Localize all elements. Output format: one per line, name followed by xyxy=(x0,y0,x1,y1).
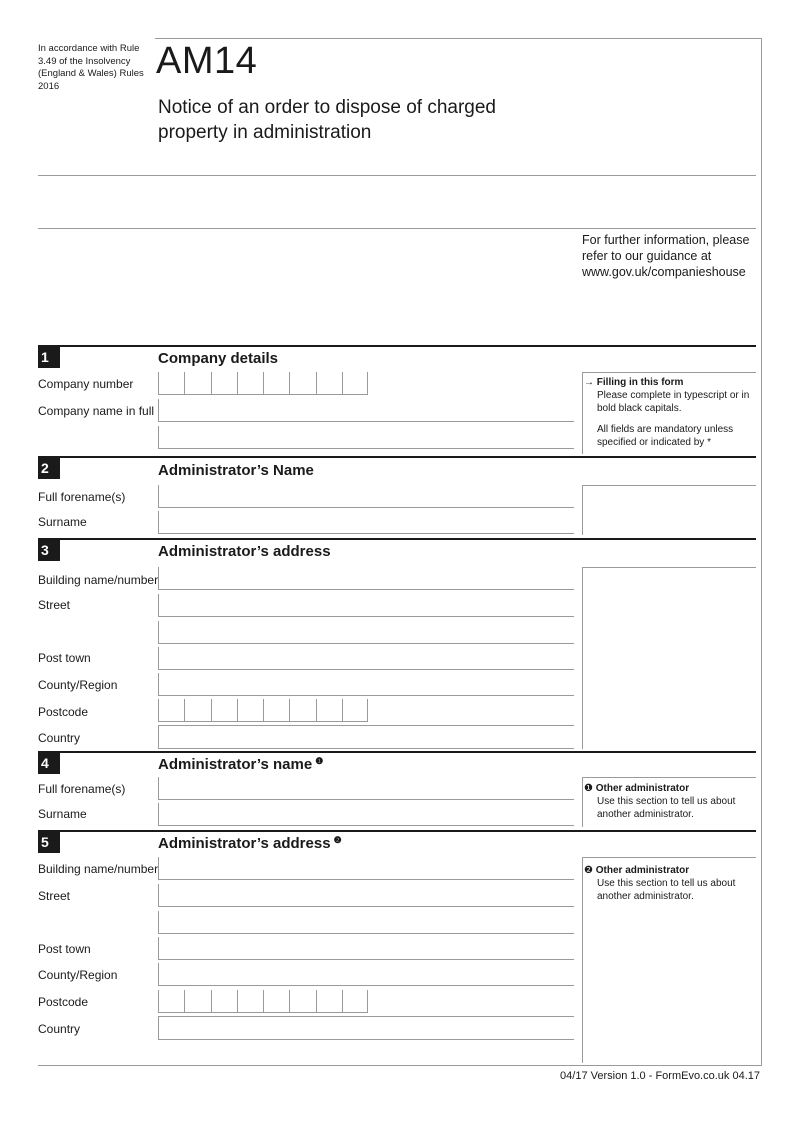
admin2-country-field[interactable] xyxy=(158,1017,574,1040)
postcode-box[interactable] xyxy=(211,699,237,722)
company-name-label: Company name in full xyxy=(38,404,155,418)
section-4-title xyxy=(158,756,323,773)
admin1-surname-label: Surname xyxy=(38,515,87,529)
admin2-forenames-label: Full forename(s) xyxy=(38,782,126,796)
postcode-box[interactable] xyxy=(211,990,237,1013)
admin2-country-label: Country xyxy=(38,1022,81,1036)
admin2-post-town-label: Post town xyxy=(38,942,91,956)
company-name-field-1[interactable] xyxy=(158,399,574,422)
section-1-title: Company details xyxy=(158,350,279,367)
section-2-number: 2 xyxy=(38,458,60,479)
admin2-county-label: County/Region xyxy=(38,968,118,982)
admin2-post-town-field[interactable] xyxy=(158,937,574,960)
admin2-county-field[interactable] xyxy=(158,963,574,986)
note-2-icon: ❷ xyxy=(584,865,593,876)
section-2-side-box xyxy=(582,485,756,535)
postcode-box[interactable] xyxy=(289,699,315,722)
admin1-post-town-label: Post town xyxy=(38,651,91,665)
postcode-box[interactable] xyxy=(289,990,315,1013)
footer-version: 04/17 Version 1.0 - FormEvo.co.uk 04.17 xyxy=(560,1070,760,1082)
admin2-postcode-label: Postcode xyxy=(38,995,89,1009)
filling-note xyxy=(584,376,754,449)
admin2-surname-label: Surname xyxy=(38,807,87,821)
admin2-forenames-field[interactable] xyxy=(158,777,574,800)
frame-right-line xyxy=(761,38,762,1066)
section-4-bar xyxy=(38,751,756,753)
section-4-title-text: Administrator’s name xyxy=(158,756,313,773)
company-number-box[interactable] xyxy=(184,372,210,395)
company-number-label: Company number xyxy=(38,377,134,391)
rule-note: In accordance with Rule 3.49 of the Insolvency (England & Wales) Rules 2016 xyxy=(38,43,144,92)
postcode-box[interactable] xyxy=(237,990,263,1013)
postcode-box[interactable] xyxy=(158,990,184,1013)
admin2-building-field[interactable] xyxy=(158,857,574,880)
section-3-bar xyxy=(38,538,756,540)
admin1-country-field[interactable] xyxy=(158,726,574,749)
admin2-postcode-input[interactable] xyxy=(158,990,368,1013)
company-number-box[interactable] xyxy=(211,372,237,395)
admin1-street-label: Street xyxy=(38,598,71,612)
postcode-box[interactable] xyxy=(342,699,368,722)
company-number-box[interactable] xyxy=(263,372,289,395)
note-1-icon: ❶ xyxy=(584,783,593,794)
frame-top-line xyxy=(155,38,762,39)
admin1-postcode-label: Postcode xyxy=(38,705,89,719)
postcode-box[interactable] xyxy=(263,990,289,1013)
other-admin-note-2-text: Use this section to tell us about another administrator. xyxy=(597,878,736,902)
admin1-forenames-field[interactable] xyxy=(158,485,574,508)
admin2-street-field-1[interactable] xyxy=(158,884,574,907)
admin1-surname-field[interactable] xyxy=(158,511,574,534)
admin1-county-label: County/Region xyxy=(38,678,118,692)
frame-bottom-line xyxy=(38,1065,762,1066)
note-2-marker-icon: ❷ xyxy=(333,835,342,845)
section-3-title: Administrator’s address xyxy=(158,543,331,560)
filling-note-text: Please complete in typescript or in bold black capitals. xyxy=(597,390,750,414)
postcode-box[interactable] xyxy=(237,699,263,722)
form-title-line-1: Notice of an order to dispose of charged xyxy=(158,97,496,118)
header-divider-1 xyxy=(38,175,756,176)
postcode-box[interactable] xyxy=(263,699,289,722)
admin1-building-label: Building name/number xyxy=(38,573,159,587)
postcode-box[interactable] xyxy=(316,699,342,722)
section-1-number: 1 xyxy=(38,347,60,368)
company-number-box[interactable] xyxy=(316,372,342,395)
section-3-side-box xyxy=(582,567,756,749)
arrow-right-icon: → xyxy=(584,377,594,388)
postcode-box[interactable] xyxy=(316,990,342,1013)
postcode-box[interactable] xyxy=(158,699,184,722)
company-number-box[interactable] xyxy=(342,372,368,395)
section-5-bar xyxy=(38,830,756,832)
company-number-box[interactable] xyxy=(158,372,184,395)
section-5-title xyxy=(158,835,342,852)
admin1-county-field[interactable] xyxy=(158,673,574,696)
filling-note-title: Filling in this form xyxy=(596,377,684,388)
admin1-building-field[interactable] xyxy=(158,567,574,590)
note-1-marker-icon: ❶ xyxy=(315,756,324,766)
header-divider-2 xyxy=(38,228,756,229)
section-2-title: Administrator’s Name xyxy=(158,462,314,479)
form-title xyxy=(158,95,558,145)
section-5-number: 5 xyxy=(38,832,60,853)
postcode-box[interactable] xyxy=(184,699,210,722)
other-admin-note-2 xyxy=(584,864,754,903)
company-number-box[interactable] xyxy=(289,372,315,395)
admin1-street-field-2[interactable] xyxy=(158,621,574,644)
postcode-box[interactable] xyxy=(342,990,368,1013)
admin2-street-label: Street xyxy=(38,889,71,903)
postcode-box[interactable] xyxy=(184,990,210,1013)
admin2-street-field-2[interactable] xyxy=(158,911,574,934)
section-5-title-text: Administrator’s address xyxy=(158,835,331,852)
section-3-number: 3 xyxy=(38,540,60,561)
admin1-post-town-field[interactable] xyxy=(158,647,574,670)
admin2-surname-field[interactable] xyxy=(158,803,574,826)
admin1-forenames-label: Full forename(s) xyxy=(38,490,126,504)
section-2-bar xyxy=(38,456,756,458)
admin2-building-label: Building name/number xyxy=(38,862,159,876)
section-4-number: 4 xyxy=(38,753,60,774)
admin1-country-label: Country xyxy=(38,731,81,745)
other-admin-note-1-text: Use this section to tell us about another administrator. xyxy=(597,796,736,820)
form-code: AM14 xyxy=(156,40,258,82)
form-title-line-2: property in administration xyxy=(158,122,372,143)
admin1-street-field-1[interactable] xyxy=(158,594,574,617)
other-admin-note-2-title: Other administrator xyxy=(595,865,690,876)
company-name-field-2[interactable] xyxy=(158,426,574,449)
other-admin-note-1 xyxy=(584,782,754,821)
further-info: For further information, please refer to our guidance at www.gov.uk/companieshouse xyxy=(582,233,750,279)
company-number-input[interactable] xyxy=(158,372,368,395)
section-1-bar xyxy=(38,345,756,347)
mandatory-note-text: All fields are mandatory unless specified or indicated by * xyxy=(597,424,734,448)
other-admin-note-1-title: Other administrator xyxy=(595,783,690,794)
company-number-box[interactable] xyxy=(237,372,263,395)
admin1-postcode-input[interactable] xyxy=(158,699,368,722)
